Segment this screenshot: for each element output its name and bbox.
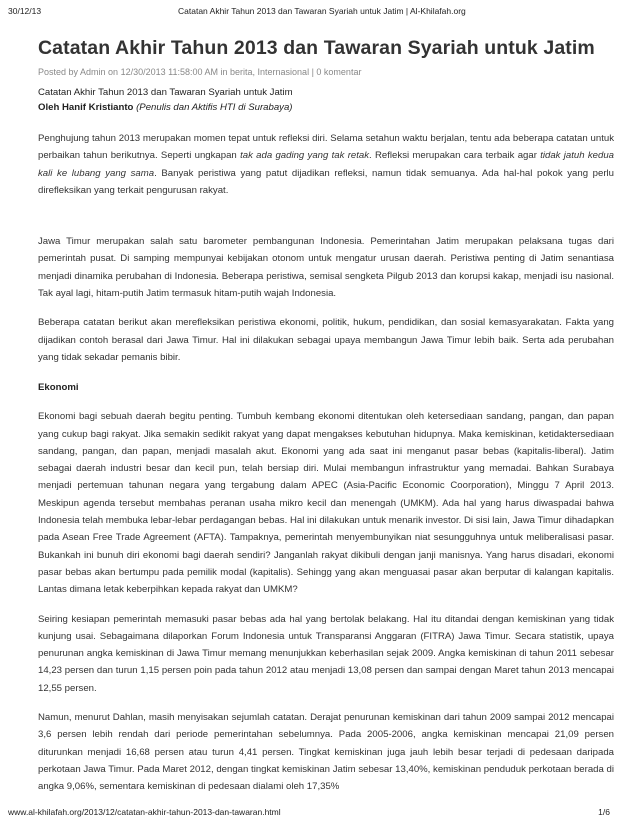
meta-datetime: 12/30/2013 11:58:00 AM [120,67,218,77]
p1-text-e: . Banyak peristiwa yang patut dijadikan refleksi, namun tidak semuanya. Ada hal-hal pokok yang perlu direfleksikan yang terkait pengurusan rakyat. [38,167,614,196]
meta-category-sep: , [252,67,258,77]
print-url: www.al-khilafah.org/2013/12/catatan-akhir-tahun-2013-dan-tawaran.html [8,807,281,817]
meta-author-link[interactable]: Admin [80,67,106,77]
print-page-number: 1/6 [598,807,610,817]
p1-emphasis-lubang: tidak jatuh kedua kali ke lubang yang sama [38,150,614,179]
paragraph-kemiskinan: Seiring kesiapan pemerintah memasuki pasar bebas ada hal yang bertolak belakang. Hal itu ditandai dengan kemiskinan yang tidak kunjung usai. Sebagaimana dilaporkan Forum Indonesia untuk Transparansi Anggaran (FITRA) Jawa Timur. Secara statistik, upaya penurunan angka kemiskinan di Jawa Timur memang menunjukkan keberhasilan sejak 2009. Angka kemiskinan di tahun 2011 sebesar 14,23 persen dan turun 1,15 persen poin pada tahun 2012 atau menjadi 13,08 persen dan sampai dengan Maret tahun 2013 mencapai 12,55 persen. [38,613,614,694]
post-intro [38,85,614,115]
paragraph-jawa-timur: Jawa Timur merupakan salah satu barometer pembangunan Indonesia. Pemerintahan Jatim merupakan pelaksana tugas dari pemerintah pusat. Di samping mempunyai kebijakan otonom untuk mengatur urusan daerah. Peristiwa penting di Jatim senantiasa menjadi dinamika perubahan di Indonesia. Beberapa peristiwa, semisal sengketa Pilgub 2013 dan korupsi kakap, menjadi isu nasional. Tak ayal lagi, hitam-putih Jatim termasuk hitam-putih wajah Indonesia. [38,236,614,300]
print-page-title: Catatan Akhir Tahun 2013 dan Tawaran Syariah untuk Jatim | Al-Khilafah.org [178,6,466,16]
paragraph-dahlan: Namun, menurut Dahlan, masih menyisakan sejumlah catatan. Derajat penurunan kemiskinan dari tahun 2009 sampai 2012 mencapai 3,6 persen lebih rendah dari periode pemerintahan sebelumnya. Pada 2005-2006, angka kemiskinan mencapai 21,09 persen diturunkan menjadi 16,68 persen atau turun 4,41 persen. Tingkat kemiskinan juga jauh lebih besar terjadi di pedesaan daripada perkotaan Jawa Timur. Pada Maret 2012, dengan tingkat kemiskinan Jatim sebesar 13,40%, kemiskinan penduduk perkotaan berada di angka 9,06%, sementara kemiskinan di pedesaan dialami oleh 17,35% [38,712,614,793]
paragraph-catatan: Beberapa catatan berikut akan merefleksikan peristiwa ekonomi, politik, hukum, pendidikan, dan sosial kemasyarakatan. Fakta yang dijadikan contoh berasal dari Jawa Timur. Hal ini dilakukan sebagai upaya membangun Jawa Timur lebih baik. Serta ada perubahan yang tidak sekadar pemanis bibir. [38,317,614,363]
meta-on: on [105,67,121,77]
post-meta [38,66,614,78]
print-date: 30/12/13 [8,6,42,16]
meta-comments-link[interactable]: 0 komentar [316,67,362,77]
author-role: (Penulis dan Aktifis HTI di Surabaya) [136,102,293,113]
section-heading-ekonomi: Ekonomi [38,382,79,394]
meta-pipe: | [309,67,317,77]
post-title: Catatan Akhir Tahun 2013 dan Tawaran Syariah untuk Jatim [38,37,595,59]
print-header [8,6,630,20]
paragraph-ekonomi: Ekonomi bagi sebuah daerah begitu penting. Tumbuh kembang ekonomi ditentukan oleh ketersediaan sandang, pangan, dan papan yang cukup bagi rakyat. Jika semakin sedikit rakyat yang dapat mengakses kebutuhan hidupnya. Maka kemiskinan, ketidaktersediaan sandang, pangan, dan papan, menjadi masalah akut. Ekonomi yang ada saat ini menganut pasar bebas (kapitalis-liberal). Jatim sebagai daerah industri besar dan kecil pun, telah bersiap diri. Mulai membangun infrastruktur yang memadai. Bahkan Surabaya menjadi pertemuan tahunan negara yang tergabung dalam APEC (Asia-Pacific Economic Coorporation), Minggu 7 April 2013. Meskipun agenda tersebut membahas peranan usaha mikro kecil dan menengah (UMKM). Ada hal yang harus diwaspadai bahwa Indonesia telah membuka lebar-lebar perdagangan bebas. Hal ini dilakukan untuk menarik investor. Di sisi lain, Jawa Timur dihadapkan pada Asean Free Trade Agreement (AFTA). Tampaknya, pemerintah menyembunyikan niat sesungguhnya untuk meliberalisasi pasar. Bukankah ini bunuh diri ekonomi bagi daerah sendiri? Janganlah rakyat dikibuli dengan janji manisnya. Yang harus disadari, ekonomi pasar bebas akan bertumpu pada pemilik modal (kapitalis). Sehingg yang akan menguasai pasar akan berputar di kalangan kapitalis. Lantas dimana letak keberpihkan kepada rakyat dan UMKM? [38,411,614,596]
meta-category-internasional[interactable]: Internasional [257,67,310,77]
p1-text-a: Penghujung tahun 2013 merupakan momen tepat untuk refleksi diri. Selama setahun waktu berjalan, tentu ada beberapa catatan untuk perbaikan tahun berikutnya. Seperti ungkapan [38,133,614,162]
p1-text-c: . Refleksi merupakan cara terbaik agar [369,150,541,162]
meta-posted-by: Posted by [38,67,81,77]
meta-category-berita[interactable]: berita [230,67,253,77]
meta-in: in [217,67,230,77]
post-content [38,34,614,800]
author-name: Oleh Hanif Kristianto [38,102,134,113]
print-footer [8,807,630,821]
paragraph-refleksi [38,130,614,199]
intro-title: Catatan Akhir Tahun 2013 dan Tawaran Syariah untuk Jatim [38,87,293,98]
author-line [38,100,614,115]
p1-emphasis-gading: tak ada gading yang tak retak [240,150,370,162]
